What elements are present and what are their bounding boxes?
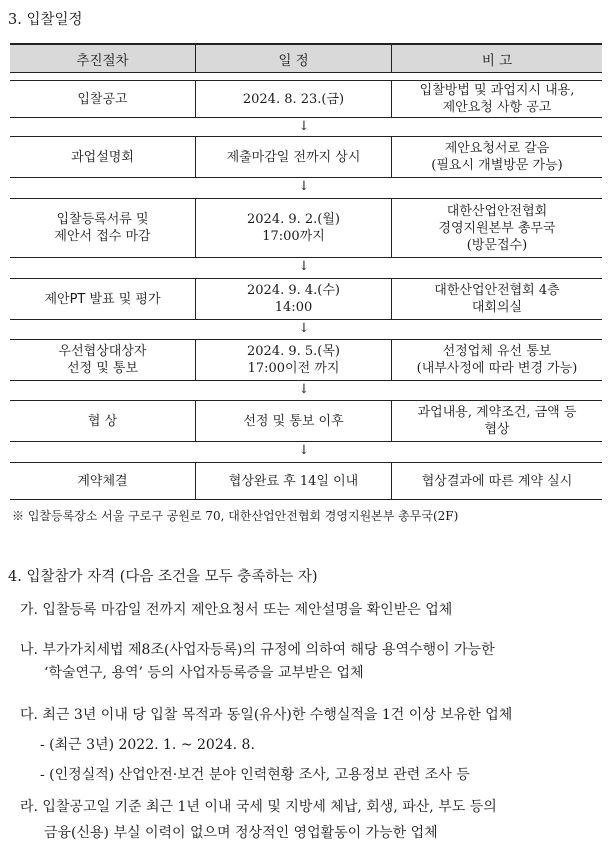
section-3-title: 3. 입찰일정	[8, 12, 83, 28]
row-step: 입찰공고	[10, 81, 196, 117]
schedule-row-contract	[10, 462, 602, 500]
qualification-da: 다. 최근 3년 이내 당 입찰 목적과 동일(유사)한 수행실적을 1건 이상 보유한 업체	[20, 707, 513, 723]
schedule-row-briefing	[10, 136, 602, 178]
schedule-row-negotiation	[10, 400, 602, 442]
row-step: 과업설명회	[10, 137, 196, 177]
row-step: 계약체결	[10, 463, 196, 499]
row-note: 제안요청서로 갈음 (필요시 개별방문 가능)	[431, 141, 563, 173]
footnote: ※ 입찰등록장소 서울 구로구 공원로 70, 대한산업안전협회 경영지원본부 총무국(2F)	[12, 509, 459, 523]
flow-arrow: ↓	[298, 382, 310, 397]
row-step: 입찰등록서류 및 제안서 접수 마감	[10, 199, 196, 257]
flow-arrow: ↓	[298, 443, 310, 458]
schedule-row-submission	[10, 198, 602, 258]
row-step: 우선협상대상자 선정 및 통보	[10, 340, 196, 380]
qualification-ra-line2: 금융(신용) 부실 이력이 없으며 정상적인 영업활동이 가능한 업체	[44, 825, 438, 841]
schedule-table-header	[10, 43, 602, 73]
header-schedule: 일 정	[196, 45, 392, 72]
row-schedule: 2024. 9. 4.(수) 14:00	[196, 279, 392, 319]
row-note: 입찰방법 및 과업지시 내용, 제안요청 사항 공고	[419, 83, 575, 115]
schedule-row-selection	[10, 339, 602, 381]
qualification-ra-line1: 라. 입찰공고일 기준 최근 1년 이내 국세 및 지방세 체납, 회생, 파산, 부도 등의	[20, 799, 497, 815]
flow-arrow: ↓	[298, 179, 310, 194]
row-schedule: 2024. 9. 2.(월) 17:00까지	[196, 199, 392, 257]
row-step: 협 상	[10, 401, 196, 441]
qualification-ga: 가. 입찰등록 마감일 전까지 제안요청서 또는 제안설명을 확인받은 업체	[20, 602, 453, 618]
flow-arrow: ↓	[298, 259, 310, 274]
row-schedule: 2024. 9. 5.(목) 17:00이전 까지	[196, 340, 392, 380]
qualification-na-line1: 나. 부가가치세법 제8조(사업자등록)의 규정에 의하여 해당 용역수행이 가능한	[20, 642, 495, 658]
qualification-da-sub2: - (인정실적) 산업안전·보건 분야 인력현황 조사, 고용정보 관련 조사 등	[40, 767, 470, 783]
row-schedule: 협상완료 후 14일 이내	[196, 463, 392, 499]
row-step: 제안PT 발표 및 평가	[10, 279, 196, 319]
row-note: 협상결과에 따른 계약 실시	[421, 473, 573, 489]
row-note: 선정업체 유선 통보 (내부사정에 따라 변경 가능)	[416, 344, 578, 376]
qualification-na-line2: ‘학술연구, 용역’ 등의 사업자등록증을 교부받은 업체	[44, 665, 364, 681]
schedule-row-presentation	[10, 278, 602, 320]
flow-arrow: ↓	[298, 321, 310, 336]
header-note: 비 고	[481, 52, 513, 69]
row-note: 대한산업안전협회 경영지원본부 총무국 (방문접수)	[438, 203, 556, 253]
qualification-da-sub1: - (최근 3년) 2022. 1. ~ 2024. 8.	[40, 737, 255, 753]
flow-arrow: ↓	[298, 119, 310, 134]
row-note: 과업내용, 계약조건, 금액 등 협상	[417, 405, 577, 437]
row-schedule: 선정 및 통보 이후	[196, 401, 392, 441]
header-step: 추진절차	[10, 45, 196, 72]
row-schedule: 2024. 8. 23.(금)	[196, 81, 392, 117]
section-4-title: 4. 입찰참가 자격 (다음 조건을 모두 충족하는 자)	[8, 569, 318, 585]
row-note: 대한산업안전협회 4층 대회의실	[434, 283, 560, 315]
schedule-row-announcement	[10, 80, 602, 118]
row-schedule: 제출마감일 전까지 상시	[196, 137, 392, 177]
